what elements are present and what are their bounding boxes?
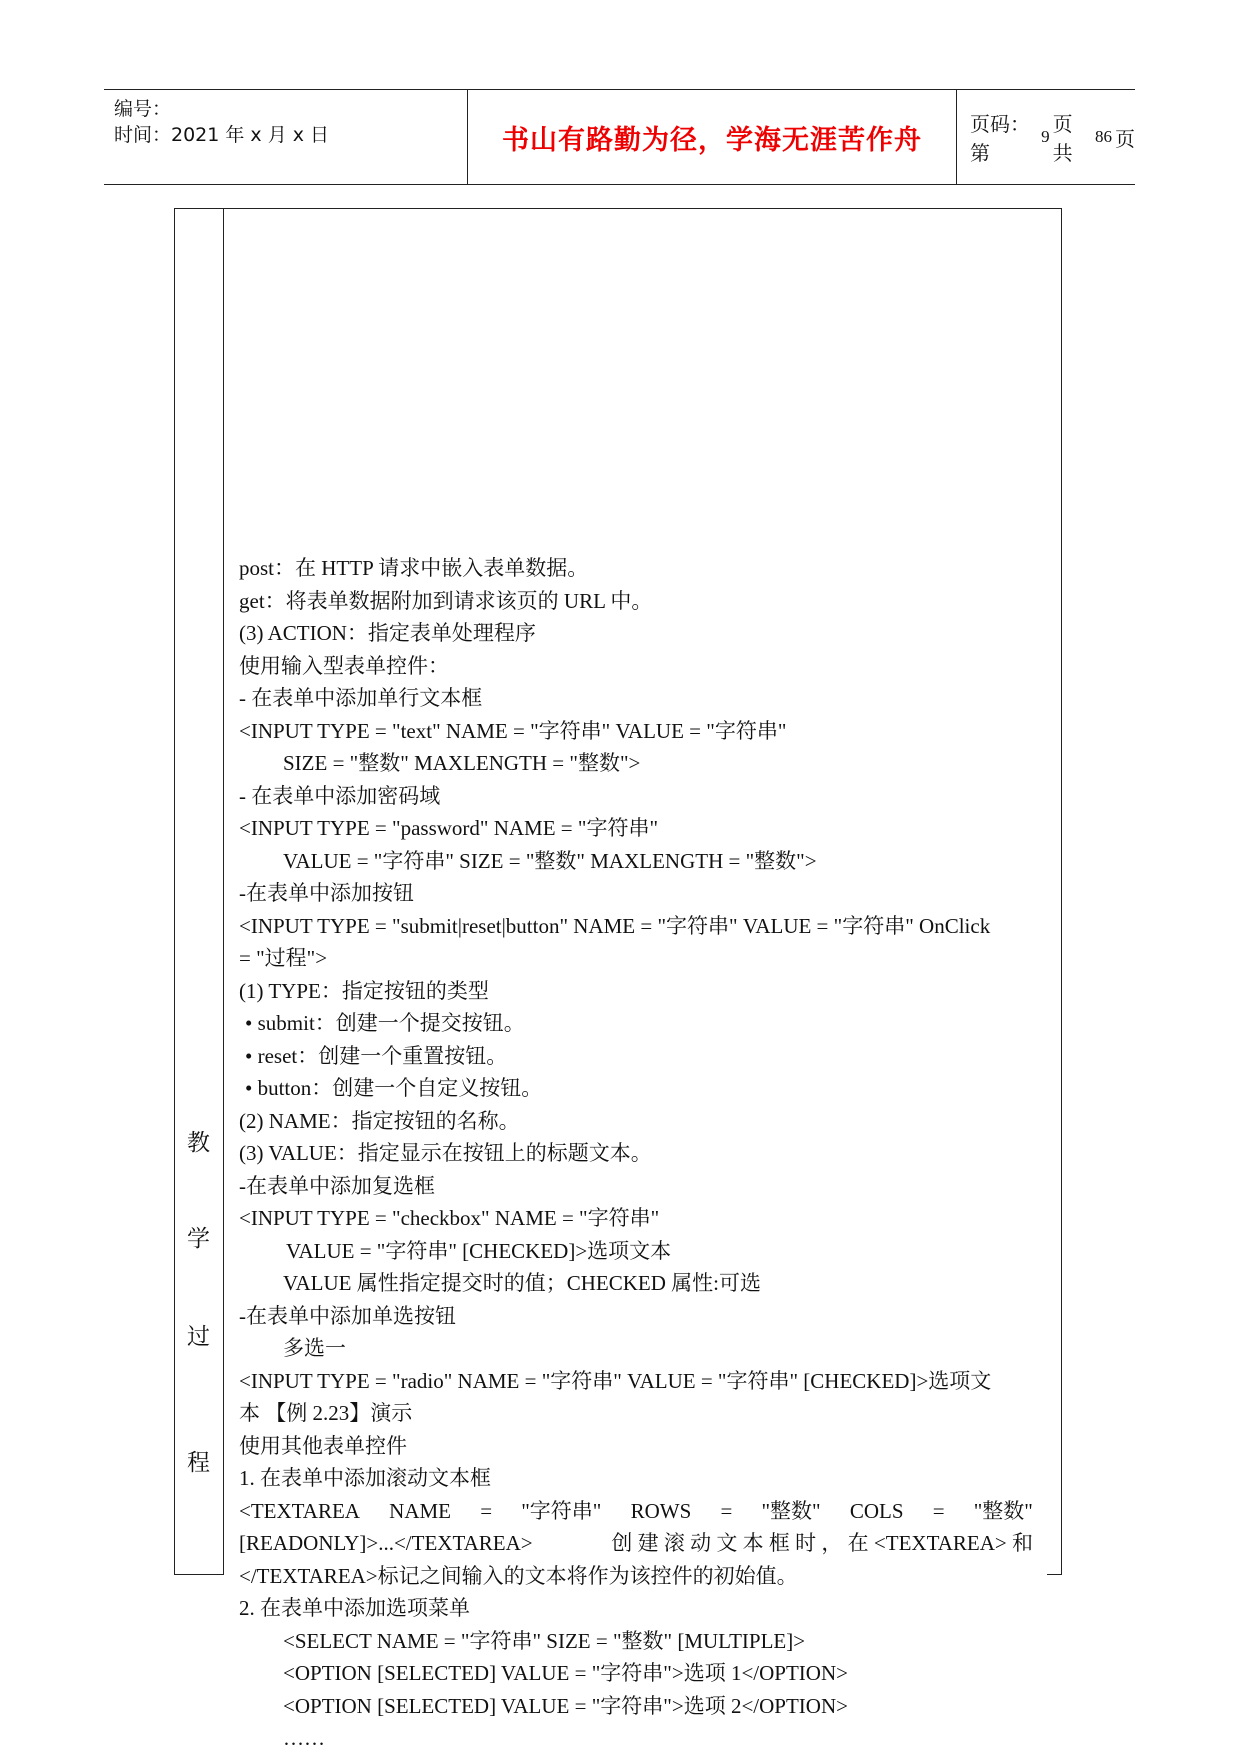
code-line: <INPUT TYPE = "radio" NAME = "字符串" VALUE = "字符串" [CHECKED]>选项文 [239, 1368, 992, 1393]
page-prefix: 页码：第 [970, 112, 1030, 165]
header-meta [114, 90, 464, 184]
code-token: "字符串" [521, 1498, 602, 1523]
table-bottom-border-right [1047, 1574, 1061, 1575]
page-current: 9 [1041, 127, 1050, 146]
bullet-item: • submit：创建一个提交按钮。 [245, 1011, 525, 1035]
document-time: 时间：2021 年 x 月 x 日 [114, 124, 330, 146]
text-line: - 在表单中添加单行文本框 [239, 686, 483, 710]
text-line: 本 【例 2.23】演示 [239, 1401, 413, 1425]
text-line: (2) NAME：指定按钮的名称。 [239, 1108, 520, 1133]
page-total: 86 [1095, 127, 1112, 146]
code-token: ROWS [630, 1498, 692, 1523]
side-label-char: 学 [187, 1226, 210, 1252]
text-line: get：将表单数据附加到请求该页的 URL 中。 [239, 588, 653, 613]
text-line: 使用其他表单控件 [239, 1433, 407, 1458]
code-line: <INPUT TYPE = "password" NAME = "字符串" [239, 816, 659, 840]
text-line: -在表单中添加复选框 [239, 1173, 435, 1198]
text-line: (3) ACTION：指定表单处理程序 [239, 621, 536, 645]
code-token: COLS [849, 1498, 904, 1523]
table-bottom-border-left [174, 1574, 224, 1575]
code-token: = [720, 1498, 733, 1523]
text-line: (3) VALUE：指定显示在按钮上的标题文本。 [239, 1141, 652, 1165]
code-line: SIZE = "整数" MAXLENGTH = "整数"> [283, 751, 641, 775]
page-suffix: 页 [1115, 126, 1135, 151]
code-line: <INPUT TYPE = "checkbox" NAME = "字符串" [239, 1206, 660, 1230]
text-line: 多选一 [283, 1336, 346, 1360]
ellipsis-line: …… [283, 1726, 325, 1750]
side-label-char: 教 [187, 1130, 210, 1156]
text-line: -在表单中添加按钮 [239, 881, 414, 905]
code-token: = [932, 1498, 945, 1523]
code-token: "整数" [761, 1498, 821, 1523]
code-token: = [480, 1498, 493, 1523]
text-line: 2. 在表单中添加选项菜单 [239, 1596, 470, 1620]
table-column-divider [223, 208, 224, 1574]
page-number [956, 90, 1135, 184]
bullet-item: • button：创建一个自定义按钮。 [245, 1076, 543, 1100]
code-line-justified [239, 1495, 1033, 1528]
text-line: post：在 HTTP 请求中嵌入表单数据。 [239, 556, 589, 580]
code-line-justified [239, 1527, 1033, 1560]
lesson-content [239, 552, 1033, 1755]
code-line: <SELECT NAME = "字符串" SIZE = "整数" [MULTIPLE]> [283, 1628, 806, 1653]
side-label-char: 程 [187, 1450, 210, 1476]
text-line: - 在表单中添加密码域 [239, 783, 441, 808]
code-token: "整数" [973, 1498, 1033, 1523]
bullet-item: • reset：创建一个重置按钮。 [245, 1043, 508, 1068]
text-line: 使用输入型表单控件： [239, 653, 449, 678]
code-line: <INPUT TYPE = "submit|reset|button" NAME = "字符串" VALUE = "字符串" OnClick [239, 913, 991, 938]
code-line: <OPTION [SELECTED] VALUE = "字符串">选项 1</OPTION> [283, 1661, 848, 1685]
code-line: = "过程"> [239, 946, 328, 970]
text-line: (1) TYPE：指定按钮的类型 [239, 978, 489, 1003]
text-line: 1. 在表单中添加滚动文本框 [239, 1466, 491, 1490]
code-token: NAME [389, 1498, 452, 1523]
text-line: VALUE 属性指定提交时的值；CHECKED 属性:可选 [283, 1271, 761, 1295]
code-line: <INPUT TYPE = "text" NAME = "字符串" VALUE = "字符串" [239, 718, 787, 743]
code-token: <TEXTAREA [239, 1498, 360, 1523]
code-line: <OPTION [SELECTED] VALUE = "字符串">选项 2</OPTION> [283, 1693, 848, 1718]
page-header [104, 89, 1135, 185]
text-fragment: 创 建 滚 动 文 本 框 时 ， 在 <TEXTAREA> 和 [611, 1531, 1033, 1555]
code-line: VALUE = "字符串" [CHECKED]>选项文本 [286, 1238, 672, 1263]
header-motto-cell [467, 90, 957, 184]
text-line: -在表单中添加单选按钮 [239, 1303, 456, 1328]
side-label-char: 过 [187, 1324, 210, 1350]
page-mid: 页 共 [1052, 112, 1073, 165]
text-line: </TEXTAREA>标记之间输入的文本将作为该控件的初始值。 [239, 1563, 798, 1588]
document-number-label: 编号： [114, 98, 172, 120]
code-token: [READONLY]>...</TEXTAREA> [239, 1531, 533, 1555]
code-line: VALUE = "字符串" SIZE = "整数" MAXLENGTH = "整数"> [283, 848, 817, 873]
header-motto: 书山有路勤为径，学海无涯苦作舟 [502, 124, 922, 156]
